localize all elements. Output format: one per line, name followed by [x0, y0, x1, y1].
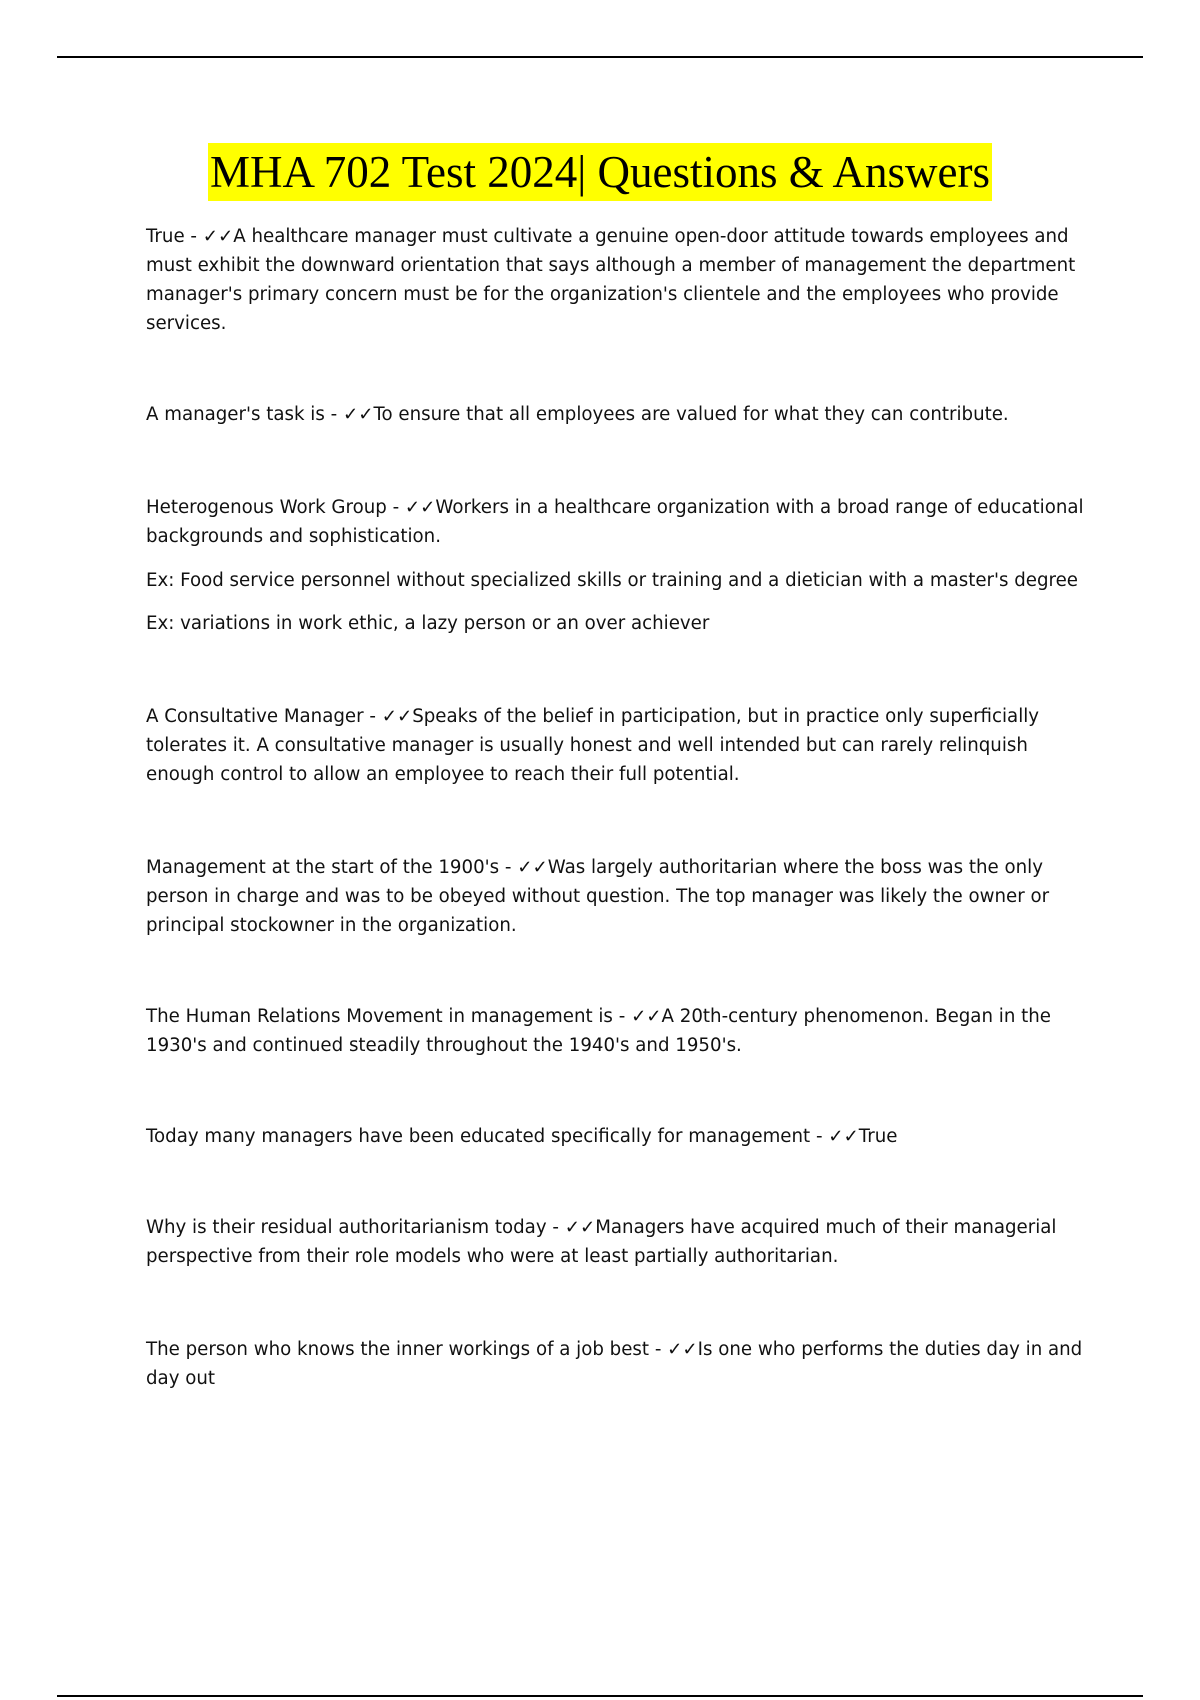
- question: Why is their residual authoritarianism today: [146, 1217, 547, 1238]
- separator: -: [184, 226, 203, 247]
- question: True: [146, 226, 185, 247]
- check-icon: ✓✓: [202, 226, 234, 247]
- qa-list: [146, 222, 1096, 1393]
- qa-item-7: [146, 1122, 1096, 1151]
- check-icon: ✓✓: [828, 1126, 859, 1147]
- separator: -: [324, 404, 343, 425]
- check-icon: ✓✓: [667, 1339, 698, 1360]
- qa-item-4: [146, 702, 1096, 789]
- check-icon: ✓✓: [631, 1006, 662, 1027]
- bottom-rule: [57, 1695, 1143, 1697]
- separator: -: [363, 706, 382, 727]
- separator: -: [612, 1006, 632, 1027]
- answer: Workers in a healthcare organization with a broad range of educational backgrounds and sophistication.: [146, 497, 1084, 547]
- question: Heterogenous Work Group: [146, 497, 387, 518]
- answer: Was largely authoritarian where the boss was the only person in charge and was to be obeyed without question. The top manager was likely the owner or principal stockowner in the organization.: [146, 857, 1050, 936]
- question: Today many managers have been educated specifically for management: [146, 1126, 811, 1147]
- answer: To ensure that all employees are valued for what they can contribute.: [373, 404, 1009, 425]
- check-icon: ✓✓: [381, 706, 413, 727]
- separator: -: [649, 1339, 668, 1360]
- example-note: Ex: Food service personnel without specialized skills or training and a dietician with a master's degree: [146, 570, 1078, 591]
- answer: Speaks of the belief in participation, but in practice only superficially tolerates it. A consultative manager is usually honest and well intended but can rarely relinquish enough control to allow an employee to reach their full potential.: [146, 706, 1040, 785]
- separator: -: [499, 857, 518, 878]
- question: Management at the start of the 1900's: [146, 857, 500, 878]
- separator: -: [386, 497, 405, 518]
- separator: -: [810, 1126, 829, 1147]
- check-icon: ✓✓: [342, 404, 374, 425]
- answer: A healthcare manager must cultivate a genuine open-door attitude towards employees and must exhibit the downward orientation that says although a member of management the department manager's primary concern must be for the organization's clientele and the employees who provide services.: [146, 226, 1076, 334]
- check-icon: ✓✓: [517, 857, 548, 878]
- answer: A 20th-century phenomenon. Began in the 1930's and continued steadily throughout the 1940's and 1950's.: [146, 1006, 1051, 1056]
- title-block: [0, 143, 1200, 201]
- answer: Is one who performs the duties day in and day out: [146, 1339, 1083, 1389]
- question: The person who knows the inner workings of a job best: [146, 1339, 650, 1360]
- separator: -: [546, 1217, 565, 1238]
- top-rule: [57, 56, 1143, 58]
- answer: Managers have acquired much of their managerial perspective from their role models who were at least partially authoritarian.: [146, 1217, 1057, 1267]
- qa-item-2: [146, 400, 1096, 429]
- qa-item-1: [146, 222, 1096, 338]
- example-note: Ex: variations in work ethic, a lazy person or an over achiever: [146, 613, 710, 634]
- qa-item-8: [146, 1213, 1096, 1271]
- qa-item-9: [146, 1335, 1096, 1393]
- question: A Consultative Manager: [146, 706, 364, 727]
- qa-item-3: [146, 493, 1096, 551]
- check-icon: ✓✓: [404, 497, 436, 518]
- qa-item-5: [146, 853, 1096, 940]
- question: A manager's task is: [146, 404, 325, 425]
- question: The Human Relations Movement in management is: [146, 1006, 613, 1027]
- answer: True: [858, 1126, 898, 1147]
- check-icon: ✓✓: [564, 1217, 596, 1238]
- page-title: MHA 702 Test 2024| Questions & Answers: [208, 143, 992, 201]
- qa-item-6: [146, 1002, 1096, 1060]
